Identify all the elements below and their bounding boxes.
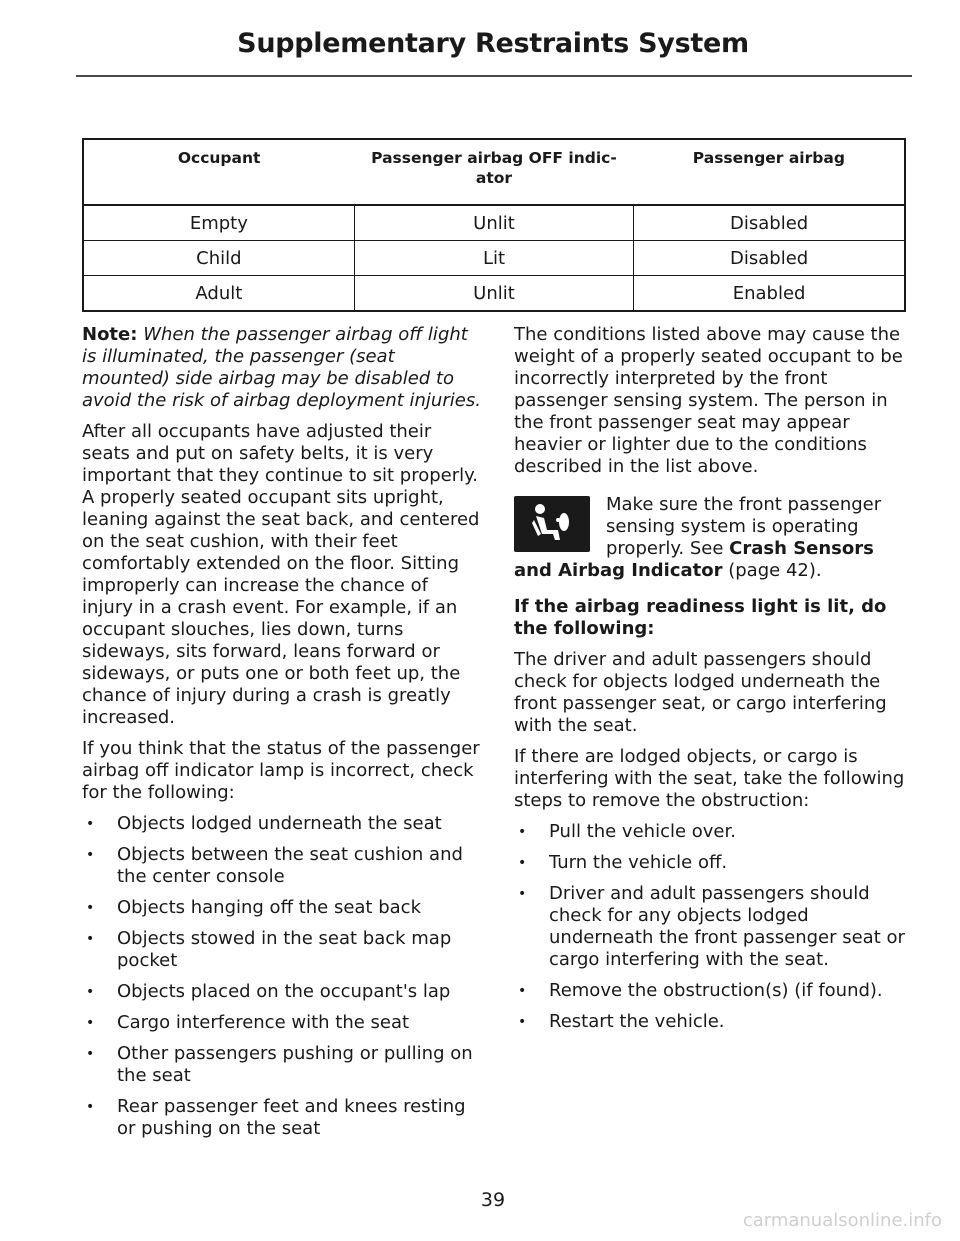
list-item: • Objects stowed in the seat back map pocket: [82, 928, 482, 972]
left-column: [82, 324, 482, 1149]
table-row: [83, 205, 905, 241]
list-item: • Objects between the seat cushion and the center console: [82, 844, 482, 888]
note-paragraph: [82, 324, 482, 412]
conditions-paragraph: The conditions listed above may cause the weight of a properly seated occupant to be incorrectly interpreted by the front passenger sensing system. The person in the front passenger seat may appear heavier or lighter due to the conditions described in the list above.: [514, 324, 903, 477]
table-header-row: [83, 139, 905, 205]
indicator-check-paragraph: If you think that the status of the passenger airbag off indicator lamp is incorrect, check for the following:: [82, 738, 480, 803]
table-cell: Child: [83, 241, 354, 276]
seating-paragraph: After all occupants have adjusted their seats and put on safety belts, it is very important that they continue to sit properly. A properly seated occupant sits upright, leaning against the seat back, and centered on the seat cushion, with their feet comfortably extended on the floor. Sitting improperly can increase the chance of injury in a crash event. For example, if an occupant slouches, lies down, turns sideways, sits forward, leans forward or sideways, or puts one or both feet up, the chance of injury during a crash is greatly increased.: [82, 421, 480, 728]
page-header-title: Supplementary Restraints System: [237, 28, 749, 59]
list-item: • Other passengers pushing or pulling on the seat: [82, 1043, 482, 1087]
header-divider: [76, 75, 912, 77]
steps-list: [514, 821, 910, 1033]
objects-check-paragraph: The driver and adult passengers should check for objects lodged underneath the front passenger seat, or cargo interfering with the seat.: [514, 649, 887, 736]
table-row: [83, 276, 905, 312]
right-column: [514, 324, 910, 1042]
table-header-cell: Occupant: [83, 139, 354, 205]
note-label: Note:: [82, 324, 138, 345]
table-cell: Disabled: [634, 241, 905, 276]
list-item: • Pull the vehicle over.: [514, 821, 910, 843]
note-text: When the passenger airbag off light is illuminated, the passenger (seat mounted) side airbag may be disabled to avoid the risk of airbag deployment injuries.: [82, 324, 481, 411]
table-row: [83, 241, 905, 276]
sensing-system-paragraph: Make sure the front passenger sensing system is operating properly. See Crash Sensors and Airbag Indicator (page 42).: [514, 494, 882, 581]
airbag-status-table: [82, 138, 906, 312]
list-item: • Objects hanging off the seat back: [82, 897, 482, 919]
list-item: • Driver and adult passengers should check for any objects lodged underneath the front passenger seat or cargo interfering with the seat.: [514, 883, 910, 971]
table-cell: Unlit: [354, 276, 633, 312]
table-cell: Enabled: [634, 276, 905, 312]
obstruction-steps-paragraph: If there are lodged objects, or cargo is interfering with the seat, take the following steps to remove the obstruction:: [514, 746, 905, 811]
check-list: [82, 813, 482, 1140]
crash-sensors-link[interactable]: Crash Sensors and Airbag Indicator: [514, 538, 874, 581]
table-cell: Empty: [83, 205, 354, 241]
list-item: • Turn the vehicle off.: [514, 852, 910, 874]
airbag-warning-icon: [514, 496, 590, 552]
section-heading: If the airbag readiness light is lit, do the following:: [514, 596, 887, 639]
table-cell: Lit: [354, 241, 633, 276]
table-cell: Disabled: [634, 205, 905, 241]
table-header-cell: Passenger airbag: [634, 139, 905, 205]
list-item: • Objects lodged underneath the seat: [82, 813, 482, 835]
watermark: carmanualsonline.info: [742, 1210, 942, 1231]
table-cell: Adult: [83, 276, 354, 312]
list-item: • Objects placed on the occupant's lap: [82, 981, 482, 1003]
list-item: • Cargo interference with the seat: [82, 1012, 482, 1034]
table-header-cell: Passenger airbag OFF indic- ator: [354, 139, 633, 205]
table-cell: Unlit: [354, 205, 633, 241]
list-item: • Restart the vehicle.: [514, 1011, 910, 1033]
list-item: • Rear passenger feet and knees resting or pushing on the seat: [82, 1096, 482, 1140]
list-item: • Remove the obstruction(s) (if found).: [514, 980, 910, 1002]
page-number: 39: [480, 1189, 506, 1211]
